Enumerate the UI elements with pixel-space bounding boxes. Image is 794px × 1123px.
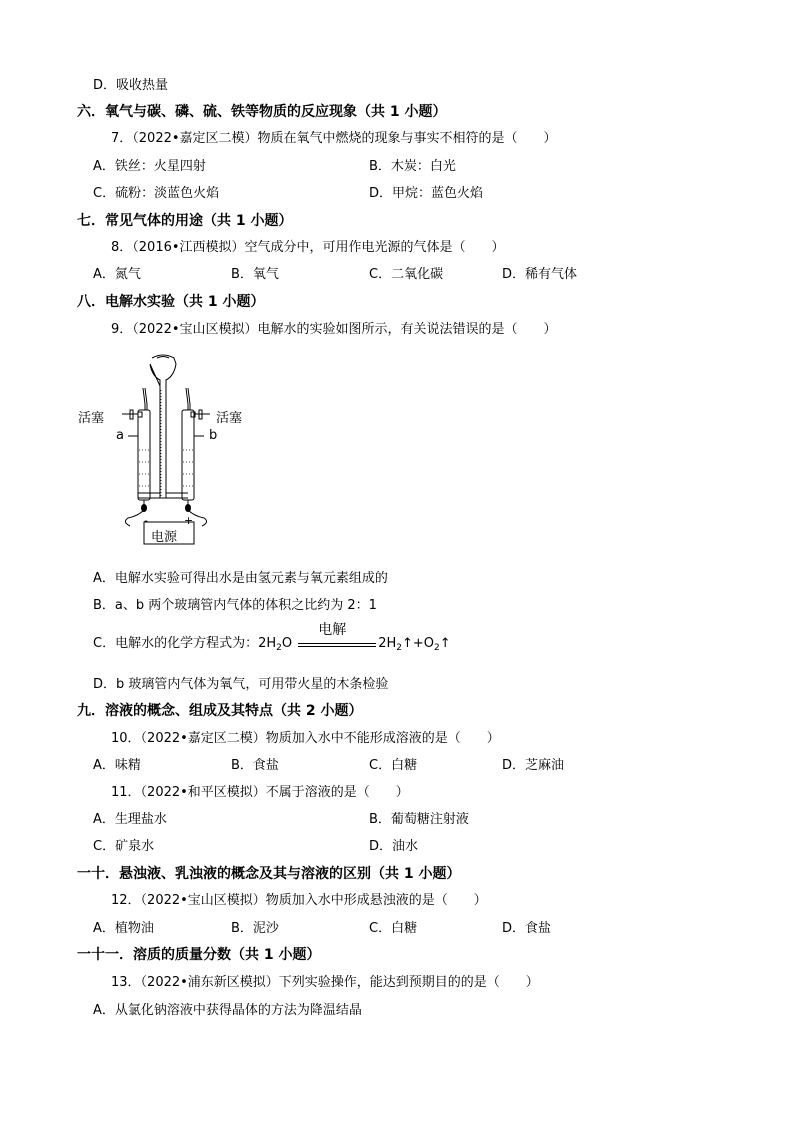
section-heading-6: 六．氧气与碳、磷、硫、铁等物质的反应现象（共 1 小题）: [77, 104, 447, 120]
tube-a-label: a: [116, 428, 124, 443]
q9-option-d: D．b 玻璃管内气体为氧气，可用带火星的木条检验: [93, 677, 389, 692]
tube-b-label: b: [209, 428, 218, 443]
positive-terminal-label: +: [184, 514, 194, 527]
q11-option-a: A．生理盐水: [93, 812, 167, 827]
electrolysis-apparatus-figure: [78, 350, 258, 562]
q10-option-b: B．食盐: [231, 758, 279, 773]
q8-option-a: A．氮气: [93, 267, 141, 282]
power-supply-label: 电源: [151, 530, 178, 545]
q10-option-a: A．味精: [93, 758, 141, 773]
q11-option-b: B．葡萄糖注射液: [369, 812, 469, 827]
section-heading-8: 八．电解水实验（共 1 小题）: [77, 294, 265, 310]
q9c-product-h2: 2H: [378, 636, 397, 651]
q9c-subscript-o2: 2: [434, 643, 440, 653]
question-9: 9．（2022•宝山区模拟）电解水的实验如图所示，有关说法错误的是（ ）: [111, 322, 557, 337]
question-7: 7．（2022•嘉定区二模）物质在氧气中燃烧的现象与事实不相符的是（ ）: [111, 131, 557, 146]
question-11: 11．（2022•和平区模拟）不属于溶液的是（ ）: [111, 785, 409, 800]
q12-option-b: B．泥沙: [231, 921, 279, 936]
q9-option-b: B．a、b 两个玻璃管内气体的体积之比约为 2：1: [93, 598, 377, 613]
q7-option-b: B．木炭：白光: [369, 159, 456, 174]
section-heading-9: 九．溶液的概念、组成及其特点（共 2 小题）: [77, 703, 363, 719]
q8-option-b: B．氧气: [231, 267, 279, 282]
left-valve-label: 活塞: [78, 411, 105, 426]
q12-option-c: C．白糖: [369, 921, 418, 936]
q9c-subscript-h2: 2: [396, 643, 403, 653]
right-valve-label: 活塞: [216, 411, 243, 426]
q11-option-d: D．油水: [369, 839, 419, 854]
q10-option-d: D．芝麻油: [502, 758, 565, 773]
q9c-prefix: C．电解水的化学方程式为：2H: [93, 636, 277, 651]
reaction-arrow: [296, 622, 378, 652]
q8-option-c: C．二氧化碳: [369, 267, 444, 282]
section-heading-10: 一十．悬浊液、乳浊液的概念及其与溶液的区别（共 1 小题）: [77, 866, 461, 882]
q9-option-a: A．电解水实验可得出水是由氢元素与氧元素组成的: [93, 571, 388, 586]
section-heading-7: 七．常见气体的用途（共 1 小题）: [77, 213, 293, 229]
question-10: 10．（2022•嘉定区二模）物质加入水中不能形成溶液的是（ ）: [111, 731, 500, 746]
negative-terminal-label: -: [144, 514, 148, 527]
q9-option-c: [93, 622, 451, 656]
question-13: 13．（2022•浦东新区模拟）下列实验操作，能达到预期目的的是（ ）: [111, 975, 539, 990]
q11-option-c: C．矿泉水: [93, 839, 155, 854]
section-heading-11: 一十一．溶质的质量分数（共 1 小题）: [77, 947, 321, 963]
q7-option-c: C．硫粉：淡蓝色火焰: [93, 186, 220, 201]
q9c-subscript: 2: [276, 643, 282, 653]
question-8: 8．（2016•江西模拟）空气成分中，可用作电光源的气体是（ ）: [111, 240, 505, 255]
q7-option-a: A．铁丝：火星四射: [93, 159, 206, 174]
q12-option-d: D．食盐: [502, 921, 552, 936]
option-d-absorb-heat: D．吸收热量: [93, 78, 169, 93]
q13-option-a: A．从氯化钠溶液中获得晶体的方法为降温结晶: [93, 1003, 362, 1018]
q7-option-d: D．甲烷：蓝色火焰: [369, 186, 484, 201]
q9c-gas-arrow: ↑: [439, 636, 451, 651]
reaction-condition: 电解: [318, 622, 347, 638]
q10-option-c: C．白糖: [369, 758, 418, 773]
q9c-h2o-tail: O: [281, 636, 293, 651]
q8-option-d: D．稀有气体: [502, 267, 578, 282]
q12-option-a: A．植物油: [93, 921, 154, 936]
question-12: 12．（2022•宝山区模拟）物质加入水中形成悬浊液的是（ ）: [111, 893, 487, 908]
q9c-product-o2: ↑+O: [402, 636, 435, 651]
